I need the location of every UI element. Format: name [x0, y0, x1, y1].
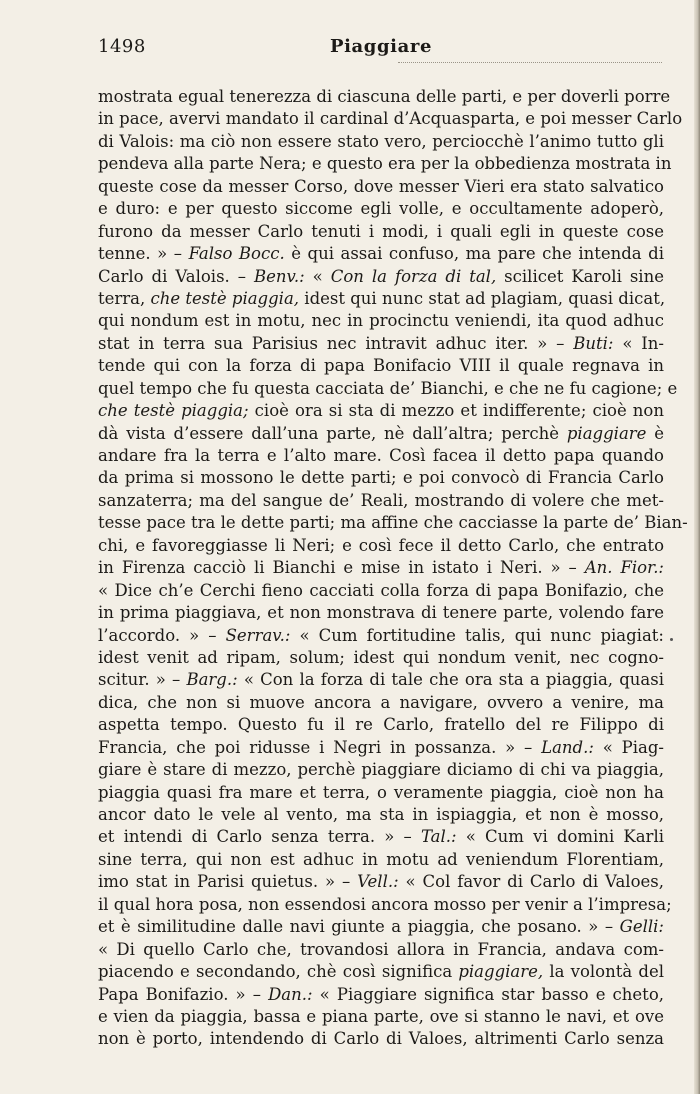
- text-line: [98, 445, 664, 467]
- text-segment: « Dice ch’e Cerchi fieno cacciati colla forza di papa Bonifazio, che: [98, 580, 664, 600]
- text-line: [98, 423, 664, 445]
- text-line: [98, 871, 664, 893]
- text-line: [98, 557, 664, 579]
- text-segment: è: [646, 423, 664, 443]
- text-segment: idest venit ad ripam, solum; idest qui nondum venit, nec cogno-: [98, 647, 664, 667]
- text-line: [98, 221, 664, 243]
- text-line: [98, 378, 678, 400]
- text-line: [98, 198, 664, 220]
- text-segment: sanzaterra; ma del sangue de’ Reali, mostrando di volere che met-: [98, 490, 664, 510]
- text-segment: stat in terra sua Parisius nec intravit adhuc iter. » –: [98, 333, 574, 353]
- text-line: [98, 826, 664, 848]
- text-segment: « Cum vi domini Karli: [456, 827, 664, 847]
- text-line: [98, 669, 664, 691]
- margin-speck: [670, 638, 673, 641]
- text-line: [98, 86, 671, 108]
- text-segment: pendeva alla parte Nera; e questo era per la obbedienza mostrata in: [98, 154, 672, 174]
- text-line: [98, 243, 664, 265]
- header-rule: [398, 62, 662, 63]
- text-line: [98, 961, 664, 983]
- page-header: [98, 36, 664, 64]
- text-segment: « Di quello Carlo che, trovandosi allora in Francia, andava com-: [98, 939, 664, 959]
- italic-segment: Vell.:: [357, 872, 399, 892]
- text-segment: e duro: e per questo siccome egli volle, e occultamente adoperò,: [98, 199, 664, 219]
- text-line: [98, 333, 664, 355]
- page-number: 1498: [98, 36, 146, 57]
- text-segment: andare fra la terra e l’alto mare. Così facea il detto papa quando: [98, 446, 664, 465]
- text-line: [98, 490, 664, 512]
- text-line: [98, 602, 664, 624]
- text-segment: scilicet Karoli sine: [496, 266, 664, 286]
- text-segment: qui nondum est in motu, nec in procinctu veniendi, ita quod adhuc: [98, 311, 664, 331]
- text-line: [98, 804, 664, 826]
- text-line: [98, 647, 664, 669]
- text-line: [98, 737, 664, 759]
- text-segment: in prima piaggiava, et non monstrava di tenere parte, volendo fare: [98, 603, 664, 623]
- italic-segment: Tal.:: [420, 827, 457, 847]
- italic-segment: Dan.:: [268, 984, 313, 1004]
- text-line: [98, 176, 664, 198]
- text-segment: aspetta tempo. Questo fu il re Carlo, fratello del re Filippo di: [98, 715, 664, 735]
- text-segment: « Piag-: [593, 737, 664, 757]
- text-segment: Carlo di Valois. –: [98, 266, 254, 286]
- text-segment: « Con la forza di tale che ora sta a piaggia, quasi: [237, 670, 664, 690]
- text-segment: quel tempo che fu questa cacciata de’ Bianchi, e che ne fu cagione; e: [98, 378, 678, 398]
- text-segment: e vien da piaggia, bassa e piana parte, ove si stanno le navi, et ove: [98, 1006, 664, 1026]
- text-line: [98, 692, 664, 714]
- text-segment: da prima si mossono le dette parti; e poi convocò di Francia Carlo: [98, 468, 664, 488]
- italic-segment: Buti:: [573, 333, 614, 353]
- text-segment: furono da messer Carlo tenuti i modi, i quali egli in queste cose: [98, 221, 664, 241]
- text-line: [98, 355, 664, 377]
- text-segment: mostrata egual tenerezza di ciascuna delle parti, e per doverli porre: [98, 87, 671, 106]
- text-line: [98, 580, 664, 602]
- text-segment: dica, che non si muove ancora a navigare, ovvero a venire, ma: [98, 692, 664, 712]
- text-segment: et è similitudine dalle navi giunte a piaggia, che posano. » –: [98, 917, 620, 937]
- italic-segment: Falso Bocc.: [188, 244, 285, 264]
- text-line: [98, 400, 664, 422]
- text-segment: tenne. » –: [98, 244, 189, 264]
- italic-segment: Land.:: [541, 737, 594, 757]
- text-segment: l’accordo. » –: [98, 625, 226, 645]
- italic-segment: Benv.:: [253, 266, 305, 286]
- text-segment: piaggia quasi fra mare et terra, o veramente piaggia, cioè non ha: [98, 782, 664, 802]
- text-line: [98, 153, 672, 175]
- text-line: [98, 512, 688, 534]
- text-segment: « In-: [613, 333, 664, 353]
- text-segment: imo stat in Parisi quietus. » –: [98, 872, 358, 892]
- text-segment: in pace, avervi mandato il cardinal d’Acquasparta, e poi messer Carlo: [98, 109, 683, 129]
- text-segment: « Piaggiare significa star basso e cheto,: [312, 984, 664, 1004]
- text-segment: idest qui nunc stat ad plagiam, quasi dicat,: [299, 288, 666, 308]
- text-line: [98, 467, 664, 489]
- text-segment: terra,: [98, 288, 151, 308]
- italic-segment: che testè piaggia,: [150, 288, 300, 308]
- text-line: [98, 894, 672, 916]
- italic-segment: Serrav.:: [225, 625, 291, 645]
- text-segment: cioè ora si sta di mezzo et indifferente; cioè non: [248, 401, 664, 421]
- text-segment: et intendi di Carlo senza terra. » –: [98, 827, 421, 847]
- text-segment: «: [304, 266, 331, 286]
- text-line: [98, 131, 664, 153]
- text-line: [98, 849, 664, 871]
- text-segment: giare è stare di mezzo, perchè piaggiare diciamo di chi va piaggia,: [98, 760, 664, 780]
- text-line: [98, 916, 664, 938]
- text-segment: in Firenza cacciò li Bianchi e mise in istato i Neri. » –: [98, 558, 585, 578]
- page-edge-shadow: [694, 0, 700, 1094]
- running-title: Piaggiare: [329, 36, 433, 57]
- text-segment: la volontà del: [543, 962, 664, 982]
- text-segment: piacendo e secondando, chè così significa: [98, 962, 459, 982]
- text-segment: « Cum fortitudine talis, qui nunc piagiat:: [290, 625, 664, 645]
- text-segment: dà vista d’essere dall’una parte, nè dall’altra; perchè: [98, 423, 567, 443]
- text-segment: Francia, che poi ridusse i Negri in possanza. » –: [98, 737, 542, 757]
- text-line: [98, 108, 683, 130]
- text-segment: tende qui con la forza di papa Bonifacio VIII il quale regnava in: [98, 356, 664, 376]
- text-line: [98, 625, 664, 647]
- text-segment: sine terra, qui non est adhuc in motu ad veniendum Florentiam,: [98, 849, 664, 869]
- text-line: [98, 266, 664, 288]
- italic-segment: piaggiare,: [458, 962, 544, 982]
- text-line: [98, 714, 664, 736]
- text-segment: chi, e favoreggiasse li Neri; e così fece il detto Carlo, che entrato: [98, 535, 664, 555]
- text-line: [98, 984, 664, 1006]
- italic-segment: Barg.:: [186, 670, 238, 690]
- text-segment: di Valois: ma ciò non essere stato vero, perciocchè l’animo tutto gli: [98, 131, 664, 151]
- text-segment: « Col favor di Carlo di Valoes,: [398, 872, 664, 892]
- italic-segment: Con la forza di tal,: [330, 266, 497, 286]
- text-line: [98, 1006, 664, 1028]
- italic-segment: che testè piaggia;: [98, 401, 249, 421]
- commentary-text: [98, 86, 688, 1051]
- text-line: [98, 759, 664, 781]
- text-line: [98, 288, 664, 310]
- italic-segment: Gelli:: [619, 917, 664, 937]
- text-line: [98, 535, 664, 557]
- text-segment: ancor dato le vele al vento, ma sta in ispiaggia, et non è mosso,: [98, 805, 664, 824]
- text-line: [98, 782, 664, 804]
- text-segment: il qual hora posa, non essendosi ancora mosso per venir a l’impresa;: [98, 894, 672, 914]
- text-segment: è qui assai confuso, ma pare che intenda di: [284, 244, 664, 264]
- italic-segment: piaggiare: [566, 423, 647, 443]
- text-segment: tesse pace tra le dette parti; ma affine che cacciasse la parte de’ Bian-: [98, 513, 688, 533]
- text-segment: Papa Bonifazio. » –: [98, 984, 269, 1004]
- text-line: [98, 1028, 664, 1050]
- text-segment: scitur. » –: [98, 670, 187, 690]
- text-line: [98, 939, 664, 961]
- text-segment: non è porto, intendendo di Carlo di Valoes, altrimenti Carlo senza: [98, 1029, 664, 1049]
- text-line: [98, 310, 664, 332]
- text-segment: queste cose da messer Corso, dove messer Vieri era stato salvatico: [98, 176, 664, 196]
- italic-segment: An. Fior.:: [584, 558, 664, 578]
